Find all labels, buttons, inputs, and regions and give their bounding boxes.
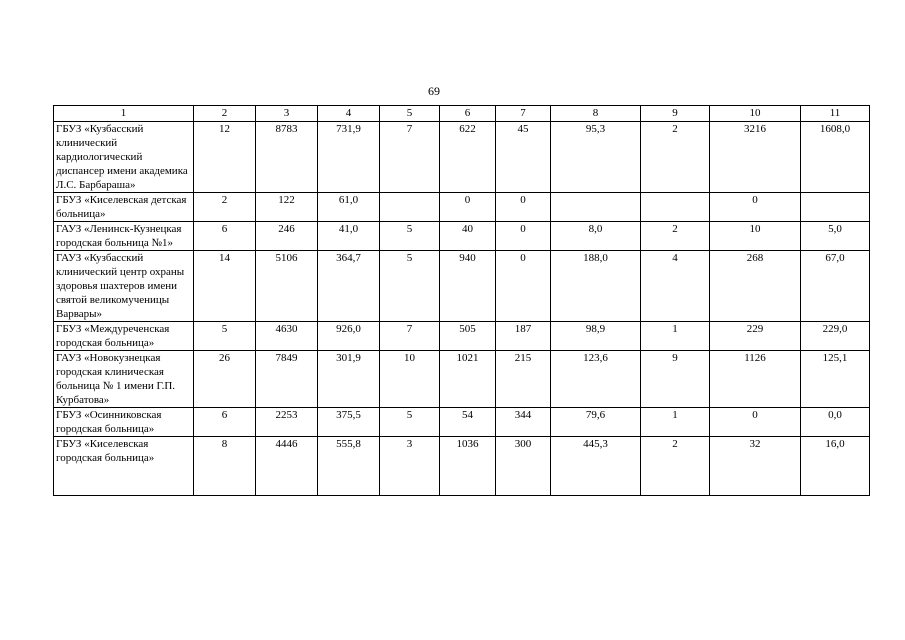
hospital-name-cell: ГБУЗ «Киселевская городская больница» [54,437,194,496]
value-cell: 10 [710,222,801,251]
value-cell: 2 [641,222,710,251]
value-cell: 215 [496,351,551,408]
value-cell: 54 [440,408,496,437]
value-cell [641,193,710,222]
value-cell: 8783 [256,122,318,193]
value-cell: 0,0 [801,408,870,437]
hospital-name-cell: ГАУЗ «Кузбасский клинический центр охраны здоровья шахтеров имени святой великомученицы Варвары» [54,251,194,322]
value-cell: 5106 [256,251,318,322]
value-cell: 0 [710,193,801,222]
value-cell: 8,0 [551,222,641,251]
value-cell: 0 [710,408,801,437]
value-cell: 926,0 [318,322,380,351]
value-cell [380,193,440,222]
value-cell: 122 [256,193,318,222]
value-cell: 555,8 [318,437,380,496]
value-cell: 5 [194,322,256,351]
table-row [54,222,870,251]
value-cell: 940 [440,251,496,322]
value-cell: 7 [380,122,440,193]
value-cell: 6 [194,408,256,437]
value-cell: 344 [496,408,551,437]
table-row [54,193,870,222]
value-cell: 26 [194,351,256,408]
value-cell: 123,6 [551,351,641,408]
value-cell: 1608,0 [801,122,870,193]
value-cell: 4 [641,251,710,322]
value-cell: 622 [440,122,496,193]
column-header: 1 [54,106,194,122]
value-cell: 300 [496,437,551,496]
value-cell: 2253 [256,408,318,437]
value-cell [801,193,870,222]
value-cell: 364,7 [318,251,380,322]
value-cell: 0 [440,193,496,222]
value-cell: 505 [440,322,496,351]
column-header: 2 [194,106,256,122]
value-cell: 3 [380,437,440,496]
table-row [54,322,870,351]
page-number: 69 [428,84,440,98]
table-row [54,122,870,193]
column-header: 7 [496,106,551,122]
table-row [54,437,870,496]
value-cell: 0 [496,222,551,251]
hospital-name-cell: ГАУЗ «Новокузнецкая городская клиническая больница № 1 имени Г.П. Курбатова» [54,351,194,408]
value-cell: 67,0 [801,251,870,322]
value-cell [551,193,641,222]
value-cell: 187 [496,322,551,351]
value-cell: 3216 [710,122,801,193]
header-row [54,106,870,122]
value-cell: 301,9 [318,351,380,408]
value-cell: 79,6 [551,408,641,437]
value-cell: 95,3 [551,122,641,193]
value-cell: 1021 [440,351,496,408]
value-cell: 229,0 [801,322,870,351]
value-cell: 8 [194,437,256,496]
value-cell: 5,0 [801,222,870,251]
value-cell: 7849 [256,351,318,408]
value-cell: 5 [380,251,440,322]
table-row [54,408,870,437]
value-cell: 7 [380,322,440,351]
hospital-name-cell: ГАУЗ «Ленинск-Кузнецкая городская больница №1» [54,222,194,251]
column-header: 10 [710,106,801,122]
value-cell: 16,0 [801,437,870,496]
column-header: 4 [318,106,380,122]
data-table [53,105,870,496]
value-cell: 41,0 [318,222,380,251]
column-header: 6 [440,106,496,122]
value-cell: 32 [710,437,801,496]
value-cell: 188,0 [551,251,641,322]
column-header: 11 [801,106,870,122]
value-cell: 4446 [256,437,318,496]
value-cell: 4630 [256,322,318,351]
value-cell: 5 [380,222,440,251]
value-cell: 375,5 [318,408,380,437]
hospital-name-cell: ГБУЗ «Междуреченская городская больница» [54,322,194,351]
column-header: 3 [256,106,318,122]
value-cell: 45 [496,122,551,193]
value-cell: 1036 [440,437,496,496]
value-cell: 1 [641,322,710,351]
value-cell: 268 [710,251,801,322]
value-cell: 1 [641,408,710,437]
value-cell: 98,9 [551,322,641,351]
value-cell: 61,0 [318,193,380,222]
column-header: 5 [380,106,440,122]
value-cell: 229 [710,322,801,351]
value-cell: 1126 [710,351,801,408]
hospital-name-cell: ГБУЗ «Кузбасский клинический кардиологический диспансер имени академика Л.С. Барбараша» [54,122,194,193]
table-row [54,251,870,322]
value-cell: 14 [194,251,256,322]
value-cell: 0 [496,193,551,222]
value-cell: 40 [440,222,496,251]
value-cell: 9 [641,351,710,408]
value-cell: 2 [641,437,710,496]
value-cell: 2 [641,122,710,193]
value-cell: 246 [256,222,318,251]
column-header: 8 [551,106,641,122]
value-cell: 445,3 [551,437,641,496]
value-cell: 12 [194,122,256,193]
column-header: 9 [641,106,710,122]
value-cell: 6 [194,222,256,251]
value-cell: 10 [380,351,440,408]
value-cell: 0 [496,251,551,322]
value-cell: 5 [380,408,440,437]
value-cell: 125,1 [801,351,870,408]
hospital-name-cell: ГБУЗ «Осинниковская городская больница» [54,408,194,437]
value-cell: 731,9 [318,122,380,193]
value-cell: 2 [194,193,256,222]
hospital-name-cell: ГБУЗ «Киселевская детская больница» [54,193,194,222]
table-row [54,351,870,408]
